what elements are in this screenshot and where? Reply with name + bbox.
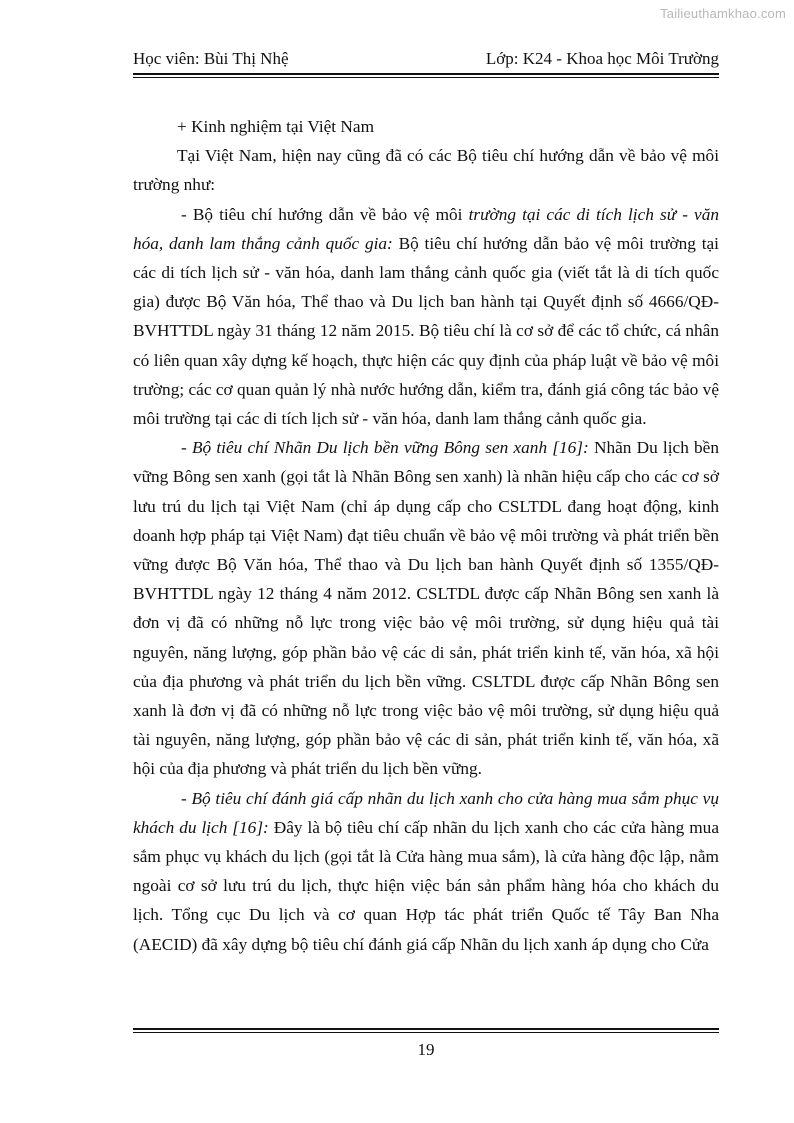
- paragraph-intro: Tại Việt Nam, hiện nay cũng đã có các Bộ tiêu chí hướng dẫn về bảo vệ môi trường như:: [133, 146, 719, 195]
- paragraph-lotus-label: [133, 433, 719, 783]
- header-rule-thin: [133, 77, 719, 78]
- paragraph-italic-title: trường tại các di tích lịch sử - văn hóa, danh lam thắng cảnh quốc gia:: [133, 204, 719, 253]
- paragraph-green-shop-label: [133, 784, 719, 959]
- paragraph-text: Nhãn Du lịch bền vững Bông sen xanh (gọi tắt là Nhãn Bông sen xanh) là nhãn hiệu cấp cho các cơ sở lưu trú du lịch tại Việt Nam (chỉ áp dụng cấp cho CSLTDL đang hoạt động, kinh doanh hợp pháp tại Việt Nam) đạt tiêu chuẩn về bảo vệ môi trường và phát triển bền vững được Bộ Văn hóa, Thể thao và Du lịch ban hành Quyết định số 1355/QĐ-BVHTTDL ngày 12 tháng 4 năm 2012. CSLTDL được cấp Nhãn Bông sen xanh là đơn vị đã có những nỗ lực trong việc bảo vệ môi trường, sử dụng hiệu quả tài nguyên, năng lượng, góp phần bảo vệ các di sản, phát triển kinh tế, văn hóa, xã hội của địa phương và phát triển du lịch bền vững. CSLTDL được cấp Nhãn Bông sen xanh là đơn vị đã có những nỗ lực trong việc bảo vệ môi trường, sử dụng hiệu quả tài nguyên, năng lượng, góp phần bảo vệ các di sản, phát triển kinh tế, văn hóa, xã hội của địa phương và phát triển du lịch bền vững.: [133, 438, 719, 779]
- page-number: 19: [417, 1040, 435, 1059]
- header-class: Lớp: K24 - Khoa học Môi Trường: [485, 49, 719, 68]
- paragraph-text: Bộ tiêu chí hướng dẫn bảo vệ môi trường tại các di tích lịch sử - văn hóa, danh lam thắng cảnh quốc gia (viết tắt là di tích quốc gia) được Bộ Văn hóa, Thể thao và Du lịch ban hành tại Quyết định số 4666/QĐ-BVHTTDL ngày 31 tháng 12 năm 2015. Bộ tiêu chí là cơ sở để các tổ chức, cá nhân có liên quan xây dựng kế hoạch, thực hiện các quy định của pháp luật về bảo vệ môi trường; các cơ quan quản lý nhà nước hướng dẫn, kiểm tra, đánh giá công tác bảo vệ môi trường tại các di tích lịch sử - văn hóa, danh lam thắng cảnh quốc gia.: [133, 233, 719, 429]
- paragraph-italic-title: - Bộ tiêu chí đánh giá cấp nhãn du lịch xanh cho cửa hàng mua sắm phục vụ khách du lịch [16]:: [133, 788, 719, 837]
- running-header: [133, 48, 719, 72]
- paragraph-text: Đây là bộ tiêu chí cấp nhãn du lịch xanh cho các cửa hàng mua sắm phục vụ khách du lịch (gọi tắt là Cửa hàng mua sắm), là cửa hàng độc lập, nằm ngoài cơ sở lưu trú du lịch, thực hiện việc bán sản phẩm hàng hóa cho khách du lịch. Tổng cục Du lịch và cơ quan Hợp tác phát triển Quốc tế Tây Ban Nha (AECID) đã xây dựng bộ tiêu chí đánh giá cấp Nhãn du lịch xanh áp dụng cho Cửa: [133, 817, 719, 954]
- footer-rule-thin: [133, 1032, 719, 1033]
- header-rule-thick: [133, 73, 719, 75]
- page-body: [133, 112, 719, 959]
- section-heading: + Kinh nghiệm tại Việt Nam: [177, 117, 375, 136]
- header-student: Học viên: Bùi Thị Nhệ: [133, 49, 289, 68]
- paragraph-heritage-criteria: [133, 200, 719, 434]
- paragraph-lead: - Bộ tiêu chí hướng dẫn về bảo vệ môi: [181, 204, 469, 224]
- paragraph-italic-title: - Bộ tiêu chí Nhãn Du lịch bền vững Bông sen xanh [16]:: [181, 438, 589, 458]
- watermark: Tailieuthamkhao.com: [660, 6, 786, 21]
- footer-rule-thick: [133, 1028, 719, 1030]
